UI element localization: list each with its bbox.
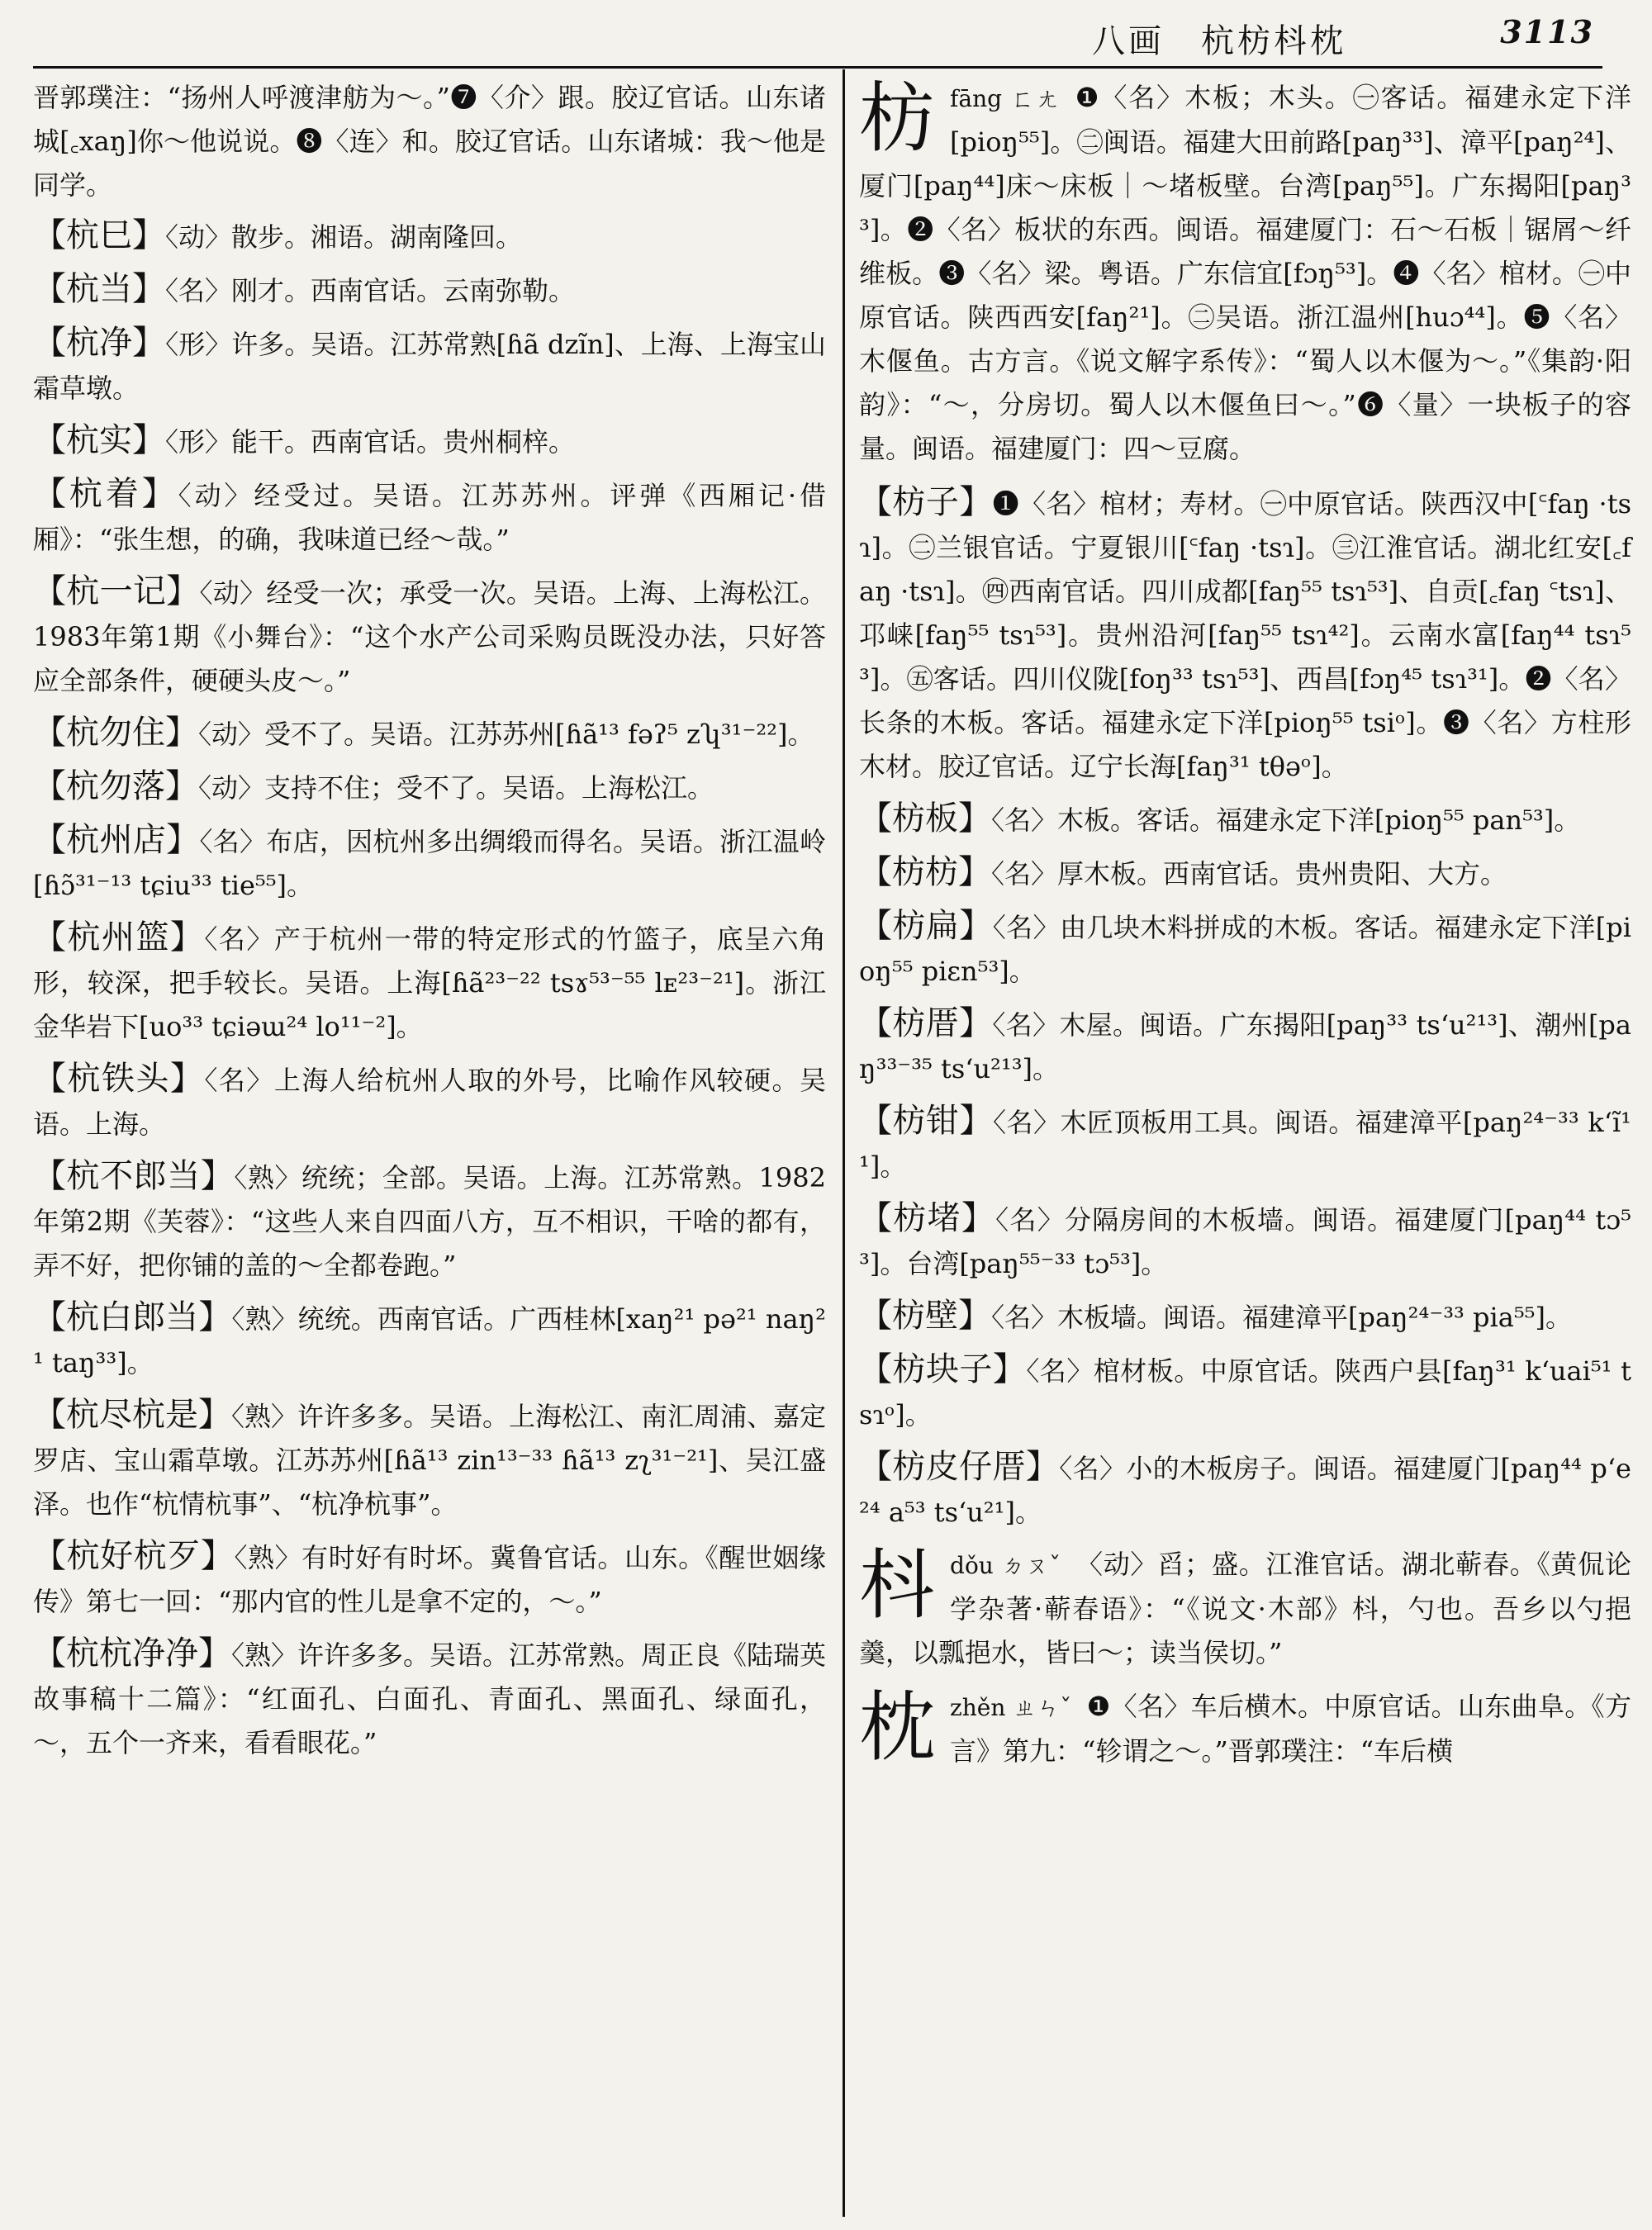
entry-text: 〈名〉由几块木料拼成的木板。客话。福建永定下洋[pioŋ⁵⁵ piɛn⁵³]。 — [859, 912, 1631, 987]
character-entry-fang — [859, 76, 1631, 471]
entry-text: 〈动〉支持不住；受不了。吴语。上海松江。 — [198, 772, 714, 804]
entry-text: 〈熟〉统统；全部。吴语。上海。江苏常熟。1982年第2期《芙蓉》：“这些人来自四面八方，互不相识，干啥的都有，弄不好，把你铺的盖的～全都卷跑。” — [33, 1162, 826, 1281]
entry-text: 〈名〉木板。客话。福建永定下洋[pioŋ⁵⁵ pan⁵³]。 — [991, 804, 1581, 836]
dictionary-entry — [33, 1535, 826, 1624]
character-entry-zhen — [859, 1685, 1631, 1773]
dictionary-entry — [859, 481, 1631, 789]
dictionary-entry — [33, 321, 826, 410]
dictionary-entry — [33, 1155, 826, 1288]
headword: 【杭州篮】 — [33, 918, 205, 956]
dictionary-entry — [33, 765, 826, 810]
headword: 【杭当】 — [33, 270, 165, 308]
headword: 【杭尽杭是】 — [33, 1396, 231, 1434]
entry-text: ❶〈名〉棺材；寿材。㊀中原官话。陕西汉中[꜂faŋ ·tsɿ]。㊁兰银官话。宁夏银川[꜂faŋ ·tsɿ]。㊂江淮官话。湖北红安[꜀faŋ ·tsɿ]。㊃西南官话。四川成都[faŋ⁵⁵ tsɿ⁵³]、自贡[꜀faŋ ꜂tsɿ]、邛崃[faŋ⁵⁵ tsɿ⁵³]。贵州沿河[faŋ⁵⁵ tsɿ⁴²]。云南水富[faŋ⁴⁴ tsɿ⁵³]。㊄客话。四川仪陇[foŋ³³ tsɿ⁵³]、西昌[fɔŋ⁴⁵ tsɿ³¹]。❷〈名〉长条的木板。客话。福建永定下洋[pioŋ⁵⁵ tsiᵒ]。❸〈名〉方柱形木材。胶辽官话。辽宁长海[faŋ³¹ tθəᵒ]。 — [859, 488, 1632, 782]
dictionary-entry — [33, 570, 826, 703]
dictionary-entry — [33, 214, 826, 259]
dictionary-entry — [33, 916, 826, 1049]
entry-text: 〈名〉分隔房间的木板墙。闽语。福建厦门[paŋ⁴⁴ tɔ⁵³]。台湾[paŋ⁵⁵⁻³³ tɔ⁵³]。 — [859, 1204, 1631, 1279]
entry-text: 〈熟〉许许多多。吴语。江苏常熟。周正良《陆瑞英故事稿十二篇》：“红面孔、白面孔、青面孔、黑面孔、绿面孔，～，五个一齐来，看看眼花。” — [33, 1639, 827, 1758]
headword: 【杭勿住】 — [33, 714, 198, 752]
entry-text: 〈名〉木匠顶板用工具。闽语。福建漳平[paŋ²⁴⁻³³ kʻĩ¹¹]。 — [859, 1107, 1631, 1182]
character-entry-dou — [859, 1543, 1631, 1675]
headword: 【杭白郎当】 — [33, 1298, 232, 1336]
headword: 【枋扁】 — [859, 907, 993, 945]
dictionary-entry — [859, 1002, 1631, 1091]
dictionary-entry — [33, 1632, 826, 1765]
pronunciation: zhěn ㄓㄣˇ — [950, 1694, 1072, 1721]
head-character: 枕 — [859, 1685, 936, 1772]
dictionary-entry — [33, 818, 826, 908]
headword: 【枋厝】 — [859, 1004, 993, 1042]
headword: 【杭巳】 — [33, 216, 165, 254]
head-character: 枓 — [859, 1543, 936, 1630]
headword: 【枋钳】 — [859, 1102, 993, 1140]
pronunciation: fāng ㄈㄤ — [950, 85, 1061, 112]
dictionary-entry — [859, 1445, 1631, 1535]
entry-text: 〈名〉厚木板。西南官话。贵州贵阳、大方。 — [991, 858, 1507, 890]
column-divider — [843, 69, 845, 2217]
headword: 【枋枋】 — [859, 853, 991, 891]
entry-text: ❶〈名〉木板；木头。㊀客话。福建永定下洋 [pioŋ⁵⁵]。㊁闽语。福建大田前路[paŋ³³]、漳平[paŋ²⁴]、厦门[paŋ⁴⁴]床～床板｜～堵板壁。台湾[paŋ⁵⁵]。广东揭阳[paŋ³³]。❷〈名〉板状的东西。闽语。福建厦门：石～石板｜锯屑～纤维板。❸〈名〉梁。粤语。广东信宜[fɔŋ⁵³]。❹〈名〉棺材。㊀中原官话。陕西西安[faŋ²¹]。㊁吴语。浙江温州[huɔ⁴⁴]。❺〈名〉木偃鱼。古方言。《说文解字系传》：“蜀人以木偃为～。”《集韵·阳韵》：“～，分房切。蜀人以木偃鱼曰～。”❻〈量〉一块板子的容量。闽语。福建厦门：四～豆腐。 — [859, 82, 1631, 464]
dictionary-entry — [859, 797, 1631, 842]
dictionary-entry — [33, 268, 826, 313]
entry-text: 〈动〉经受一次；承受一次。吴语。上海、上海松江。1983年第1期《小舞台》：“这个水产公司采购员既没办法，只好答应全部条件，硬硬头皮～。” — [33, 577, 826, 696]
right-column — [859, 76, 1631, 1783]
headword: 【杭实】 — [33, 421, 165, 459]
headword: 【杭着】 — [33, 475, 178, 513]
entry-text: 〈熟〉许许多多。吴语。上海松江、南汇周浦、嘉定罗店、宝山霜草墩。江苏苏州[ɦã¹³ zin¹³⁻³³ ɦã¹³ zʅ³¹⁻²¹]、吴江盛泽。也作“杭情杭事”、“杭净杭事”。 — [33, 1401, 827, 1520]
entry-text: 〈名〉木板墙。闽语。福建漳平[paŋ²⁴⁻³³ pia⁵⁵]。 — [991, 1302, 1572, 1333]
headword: 【杭杭净净】 — [33, 1635, 231, 1672]
entry-text: 〈名〉布店，因杭州多出绸缎而得名。吴语。浙江温岭[ɦɔ̃³¹⁻¹³ tɕiu³³ tie⁵⁵]。 — [33, 826, 826, 901]
dictionary-entry — [33, 419, 826, 464]
entry-text: 〈动〉舀；盛。江淮官话。湖北蕲春。《黄侃论学杂著·蕲春语》：“《说文·木部》枓，勺也。吾乡以勺挹羹，以瓢挹水，皆曰～；读当侯切。” — [859, 1549, 1631, 1668]
entry-continuation — [33, 76, 826, 207]
dictionary-entry — [859, 851, 1631, 896]
entry-text: 〈熟〉统统。西南官话。广西桂林[xaŋ²¹ pə²¹ naŋ²¹ taŋ³³]。 — [33, 1303, 826, 1378]
entry-text: 〈动〉受不了。吴语。江苏苏州[ɦã¹³ fəʔ⁵ zʮ³¹⁻²²]。 — [198, 719, 814, 750]
dictionary-entry — [859, 1197, 1631, 1286]
entry-text: 晋郭璞注：“扬州人呼渡津舫为～。”❼〈介〉跟。胶辽官话。山东诸城[꜀xaŋ]你～他说说。❽〈连〉和。胶辽官话。山东诸城：我～他是同学。 — [33, 82, 826, 201]
dictionary-entry — [859, 1348, 1631, 1437]
entry-text: 〈名〉小的木板房子。闽语。福建厦门[paŋ⁴⁴ pʻe²⁴ a⁵³ tsʻu²¹]。 — [859, 1453, 1631, 1528]
headword: 【枋壁】 — [859, 1297, 991, 1335]
headword: 【杭勿落】 — [33, 767, 198, 805]
entry-text: 〈熟〉有时好有时坏。冀鲁官话。山东。《醒世姻缘传》第七一回：“那内官的性儿是拿不定的，～。” — [33, 1542, 826, 1617]
entry-text: 〈形〉许多。吴语。江苏常熟[ɦã dzĩn]、上海、上海宝山霜草墩。 — [33, 329, 826, 404]
dictionary-entry — [33, 711, 826, 757]
headword: 【杭州店】 — [33, 821, 200, 859]
page-header — [33, 0, 1602, 69]
headword: 【枋堵】 — [859, 1199, 996, 1237]
left-column — [33, 76, 826, 1773]
dictionary-entry — [859, 904, 1631, 994]
dictionary-entry — [859, 1099, 1631, 1189]
headword: 【杭一记】 — [33, 572, 200, 610]
headword: 【杭铁头】 — [33, 1060, 205, 1098]
headword: 【杭净】 — [33, 324, 166, 362]
pronunciation: dǒu ㄉㄡˇ — [950, 1552, 1061, 1579]
entry-text: 〈动〉经受过。吴语。江苏苏州。评弹《西厢记·借厢》：“张生想，的确，我味道已经～哉。” — [33, 480, 826, 555]
page-number: 3113 — [1500, 13, 1594, 50]
entry-text: 〈名〉上海人给杭州人取的外号，比喻作风较硬。吴语。上海。 — [33, 1065, 826, 1140]
dictionary-entry — [33, 1296, 826, 1385]
head-character: 枋 — [859, 76, 936, 163]
entry-text: ❶〈名〉车后横木。中原官话。山东曲阜。《方言》第九：“轸谓之～。”晋郭璞注：“车后横 — [950, 1691, 1631, 1767]
entry-text: 〈名〉棺材板。中原官话。陕西户县[faŋ³¹ kʻuai⁵¹ tsɿᵒ]。 — [859, 1355, 1631, 1431]
dictionary-entry — [859, 1294, 1631, 1340]
headword: 【枋皮仔厝】 — [859, 1448, 1060, 1486]
entry-text: 〈名〉木屋。闽语。广东揭阳[paŋ³³ tsʻu²¹³]、潮州[paŋ³³⁻³⁵ tsʻu²¹³]。 — [859, 1009, 1631, 1084]
entry-text: 〈形〉能干。西南官话。贵州桐梓。 — [165, 426, 576, 458]
dictionary-entry — [33, 472, 826, 562]
headword: 【杭不郎当】 — [33, 1157, 235, 1195]
dictionary-entry — [33, 1057, 826, 1146]
entry-text: 〈名〉刚才。西南官话。云南弥勒。 — [165, 275, 576, 306]
dictionary-entry — [33, 1393, 826, 1526]
entry-text: 〈动〉散步。湘语。湖南隆回。 — [165, 221, 523, 253]
section-title: 八画 杭枋枓枕 — [1092, 22, 1346, 60]
headword: 【杭好杭歹】 — [33, 1537, 235, 1575]
headword: 【枋板】 — [859, 799, 991, 837]
headword: 【枋子】 — [859, 483, 993, 521]
headword: 【枋块子】 — [859, 1350, 1027, 1388]
entry-text: 〈名〉产于杭州一带的特定形式的竹篮子，底呈六角形，较深，把手较长。吴语。上海[ɦã²³⁻²² tsɤ⁵³⁻⁵⁵ lᴇ²³⁻²¹]。浙江金华岩下[uo³³ tɕiəɯ²⁴ lo¹¹⁻²]。 — [33, 923, 826, 1042]
